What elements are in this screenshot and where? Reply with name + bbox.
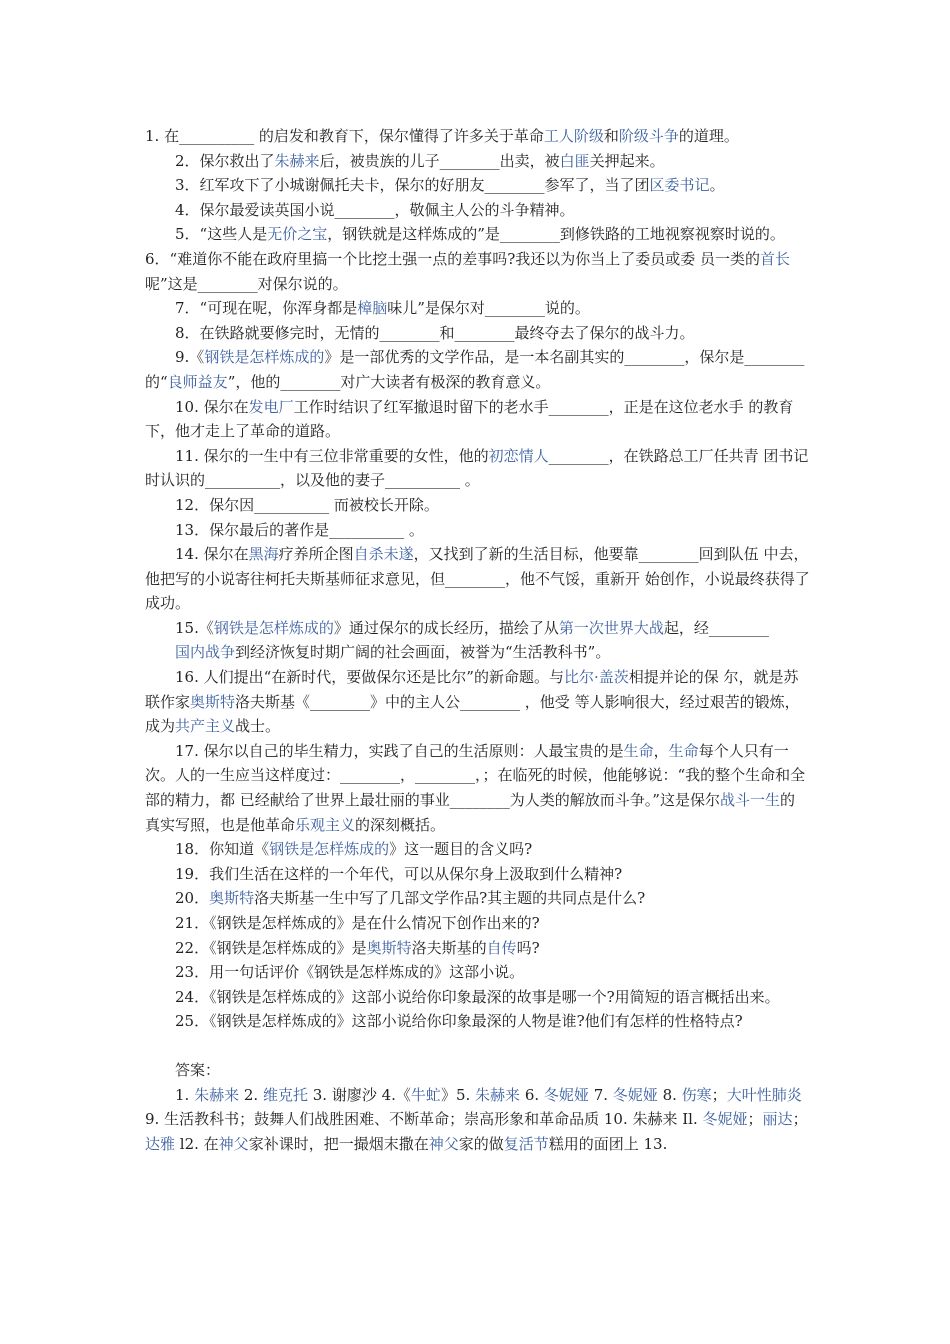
keyword-link[interactable]: 伤寒 xyxy=(681,1085,712,1104)
paragraph-text: 洛夫斯基《________》中的主人公________ ，他受 等人影响很大，经过艰苦的锻炼，成为 xyxy=(145,692,800,736)
answer-paragraph xyxy=(145,1083,813,1157)
paragraph-text: 9. 生活教科书；鼓舞人们战胜困难、不断革命；崇高形象和革命品质 10. 朱赫来 Il. xyxy=(145,1110,703,1129)
paragraph-text: ； xyxy=(792,1110,808,1129)
paragraph-text: 21．《钢铁是怎样炼成的》是在什么情况下创作出来的? xyxy=(175,914,540,932)
paragraph-text: 7. xyxy=(588,1085,613,1104)
paragraph-text: 17. 保尔以自己的毕生精力，实践了自己的生活原则：人最宝贵的是 xyxy=(175,741,624,760)
question-item xyxy=(145,198,813,223)
paragraph-text: 后，被贵族的儿子________出卖，被 xyxy=(319,151,560,170)
keyword-link[interactable]: 第一次世界大战 xyxy=(558,618,664,637)
keyword-link[interactable]: 维克托 xyxy=(262,1085,308,1104)
keyword-link[interactable]: 复活节 xyxy=(503,1134,549,1153)
paragraph-text: ； xyxy=(747,1110,763,1129)
keyword-link[interactable]: 比尔·盖茨 xyxy=(563,668,629,687)
paragraph-text: 。 xyxy=(709,176,725,195)
keyword-link[interactable]: 自杀未遂 xyxy=(353,545,414,564)
paragraph-text: 糕用的面团上 13. xyxy=(548,1134,668,1153)
paragraph-text: ， xyxy=(653,741,669,760)
paragraph-text: 家的做 xyxy=(458,1134,504,1153)
paragraph-text: 1. 在__________ 的启发和教育下，保尔懂得了许多关于革命 xyxy=(145,127,544,145)
paragraph-text: 3．红军攻下了小城谢佩托夫卡，保尔的好朋友________参军了，当了团 xyxy=(175,176,650,195)
paragraph-text: 的道理。 xyxy=(678,127,739,145)
question-item xyxy=(145,542,813,616)
keyword-link[interactable]: 钢铁是怎样炼成的 xyxy=(269,840,390,859)
question-item xyxy=(145,149,813,174)
paragraph-text: ________，在铁路总工厂任共青 团书记时认识的__________，以及他的妻子__________ 。 xyxy=(145,446,809,490)
paragraph-text: 10. 保尔在 xyxy=(175,397,249,416)
paragraph-text: 吗? xyxy=(516,938,540,957)
keyword-link[interactable]: 乐观主义 xyxy=(295,815,356,834)
question-item xyxy=(145,124,813,149)
paragraph-text: 洛夫斯基的 xyxy=(411,938,487,957)
paragraph-text: 12．保尔因__________ 而被校长开除。 xyxy=(175,495,439,514)
question-item xyxy=(145,321,813,346)
keyword-link[interactable]: 生命 xyxy=(623,741,654,760)
keyword-link[interactable]: 黑海 xyxy=(248,545,279,564)
question-item xyxy=(145,739,813,837)
paragraph-text: 》通过保尔的成长经历，描绘了从 xyxy=(333,618,559,637)
paragraph-text: 15.《 xyxy=(175,618,214,637)
question-item xyxy=(145,886,813,911)
paragraph-text: 14. 保尔在 xyxy=(175,545,249,564)
keyword-link[interactable]: 阶级斗争 xyxy=(618,127,679,145)
paragraph-text: 呢”这是________对保尔说的。 xyxy=(145,274,348,293)
answer-list xyxy=(145,1083,813,1157)
paragraph-text: 4．保尔最爱读英国小说________，敬佩主人公的斗争精神。 xyxy=(175,200,575,219)
keyword-link[interactable]: 自传 xyxy=(486,938,517,957)
paragraph-text: 8．在铁路就要修完时，无情的________和________最终夺去了保尔的战斗力。 xyxy=(175,323,695,342)
question-item xyxy=(145,345,813,394)
paragraph-text: 战士。 xyxy=(235,717,281,736)
keyword-link[interactable]: 国内战争 xyxy=(175,643,236,662)
paragraph-text: 1. xyxy=(175,1085,195,1104)
paragraph-text: 24．《钢铁是怎样炼成的》这部小说给你印象最深的故事是哪一个?用简短的语言概括出来。 xyxy=(175,987,780,1006)
paragraph-text: 工作时结识了红军撤退时留下的老水手________，正是在这位老水手 的教育下，他才走上了革命的道路。 xyxy=(145,397,794,441)
paragraph-text: 的深刻概括。 xyxy=(355,815,446,834)
paragraph-text: ”，他的________对广大读者有极深的教育意义。 xyxy=(227,372,551,391)
paragraph-text: 5．“这些人是 xyxy=(175,225,268,244)
question-item xyxy=(145,493,813,518)
paragraph-text: 7．“可现在呢，你浑身都是 xyxy=(175,299,358,318)
keyword-link[interactable]: 钢铁是怎样炼成的 xyxy=(213,618,334,637)
paragraph-text: 相提并论的保 尔，就是苏联作家 xyxy=(145,668,799,711)
keyword-link[interactable]: 朱赫来 xyxy=(475,1085,521,1104)
keyword-link[interactable]: 奥斯特 xyxy=(366,938,412,957)
keyword-link[interactable]: 冬妮娅 xyxy=(702,1110,748,1129)
section-gap xyxy=(145,1034,813,1058)
question-item xyxy=(145,837,813,862)
question-item xyxy=(145,1009,813,1034)
paragraph-text: 和 xyxy=(603,127,619,145)
paragraph-text: 》5. xyxy=(440,1085,476,1104)
paragraph-text: 》这一题目的含义吗? xyxy=(389,840,533,859)
question-item xyxy=(145,444,813,493)
paragraph-text: 2．保尔救出了 xyxy=(175,151,275,170)
keyword-link[interactable]: 首长 xyxy=(760,249,791,268)
keyword-link[interactable]: 战斗一生 xyxy=(719,791,780,810)
keyword-link[interactable]: 神父 xyxy=(428,1134,459,1153)
keyword-link[interactable]: 区委书记 xyxy=(649,176,710,195)
question-item xyxy=(145,173,813,198)
question-item xyxy=(145,665,813,739)
question-list xyxy=(145,124,813,1034)
question-item xyxy=(145,960,813,985)
paragraph-text: 起，经________ xyxy=(663,618,769,637)
keyword-link[interactable]: 樟脑 xyxy=(357,299,388,318)
paragraph-text: 关押起来。 xyxy=(589,151,665,170)
paragraph-text: 6. xyxy=(520,1085,544,1104)
paragraph-text: 9.《 xyxy=(175,348,205,367)
keyword-link[interactable]: 发电厂 xyxy=(248,397,294,416)
paragraph-text: 18．你知道《 xyxy=(175,840,270,859)
keyword-link[interactable]: 大叶性肺炎 xyxy=(726,1085,802,1104)
paragraph-text: ，钢铁就是这样炼成的”是________到修铁路的工地视察视察时说的。6．“难道你不能在政府里搞一个比挖土强一点的差事吗?我还以为你当上了委员或委 员一类的 xyxy=(145,225,785,268)
keyword-link[interactable]: 朱赫来 xyxy=(274,151,320,170)
question-item xyxy=(145,518,813,543)
paragraph-text: 19．我们生活在这样的一个年代，可以从保尔身上汲取到什么精神? xyxy=(175,864,623,883)
question-item xyxy=(145,862,813,887)
question-item xyxy=(145,911,813,936)
paragraph-text: 20． xyxy=(175,889,210,908)
paragraph-text: 疗养所企图 xyxy=(278,545,354,564)
question-item xyxy=(145,222,813,296)
paragraph-text: 洛夫斯基一生中写了几部文学作品?其主题的共同点是什么? xyxy=(254,889,646,908)
keyword-link[interactable]: 工人阶级 xyxy=(543,127,604,145)
paragraph-text: 13．保尔最后的著作是__________ 。 xyxy=(175,520,424,539)
paragraph-text: 的 真实写照，也是他革命 xyxy=(145,791,795,834)
paragraph-text: 3. 谢廖沙 4.《 xyxy=(307,1085,411,1104)
paragraph-text: 》是一部优秀的文学作品，是一本名副其实的________，保尔是________的“ xyxy=(145,348,805,391)
keyword-link[interactable]: 钢铁是怎样炼成的 xyxy=(204,348,325,367)
question-item xyxy=(145,616,813,641)
question-item xyxy=(145,640,813,665)
keyword-link[interactable]: 初恋情人 xyxy=(488,446,549,465)
paragraph-text: 家补课时，把一撮烟末撒在 xyxy=(248,1134,429,1153)
paragraph-text: l2. 在 xyxy=(175,1134,219,1153)
paragraph-text: ，又找到了新的生活目标，他要靠________回到队伍 中去，他把写的小说寄往柯托夫斯基师征求意见，但________，他不气馁，重新开 始创作，小说最终获得了成功。 xyxy=(145,545,810,613)
paragraph-text: 8. xyxy=(657,1085,682,1104)
question-item xyxy=(145,936,813,961)
paragraph-text: 2. xyxy=(239,1085,263,1104)
keyword-link[interactable]: 白匪 xyxy=(559,151,590,170)
keyword-link[interactable]: 良师益友 xyxy=(167,372,228,391)
answers-label: 答案： xyxy=(175,1060,221,1079)
keyword-link[interactable]: 奥斯特 xyxy=(209,889,255,908)
keyword-link[interactable]: 奥斯特 xyxy=(190,692,236,711)
paragraph-text: ； xyxy=(711,1085,727,1104)
keyword-link[interactable]: 生命 xyxy=(668,741,699,760)
keyword-link[interactable]: 冬妮娅 xyxy=(612,1085,658,1104)
paragraph-text: 25．《钢铁是怎样炼成的》这部小说给你印象最深的人物是谁?他们有怎样的性格特点? xyxy=(175,1012,743,1031)
paragraph-text: 味儿”是保尔对________说的。 xyxy=(387,299,590,318)
keyword-link[interactable]: 牛虻 xyxy=(410,1085,441,1104)
keyword-link[interactable]: 神父 xyxy=(218,1134,249,1153)
keyword-link[interactable]: 达雅 xyxy=(145,1134,176,1153)
keyword-link[interactable]: 冬妮娅 xyxy=(543,1085,589,1104)
paragraph-text: 16. 人们提出“在新时代，要做保尔还是比尔”的新命题。与 xyxy=(175,668,564,687)
question-item xyxy=(145,395,813,444)
keyword-link[interactable]: 朱赫来 xyxy=(194,1085,240,1104)
keyword-link[interactable]: 无价之宝 xyxy=(267,225,328,244)
paragraph-text: 到经济恢复时期广阔的社会画面，被誉为“生活教科书”。 xyxy=(235,643,611,662)
question-item xyxy=(145,296,813,321)
paragraph-text: 11. 保尔的一生中有三位非常重要的女性，他的 xyxy=(175,446,489,465)
paragraph-text: 22．《钢铁是怎样炼成的》是 xyxy=(175,938,367,957)
keyword-link[interactable]: 丽达 xyxy=(762,1110,793,1129)
question-item xyxy=(145,985,813,1010)
paragraph-text: 每个人只有一次。人的一生应当这样度过：________，________，；在临死的时候，他能够说：“我的整个生命和全部的精力，都 已经献给了世界上最壮丽的事业________为人类的解放而斗争。”这是保尔 xyxy=(145,741,806,810)
document-body xyxy=(145,124,813,1156)
keyword-link[interactable]: 共产主义 xyxy=(175,717,236,736)
paragraph-text: 23．用一句话评价《钢铁是怎样炼成的》这部小说。 xyxy=(175,963,525,982)
